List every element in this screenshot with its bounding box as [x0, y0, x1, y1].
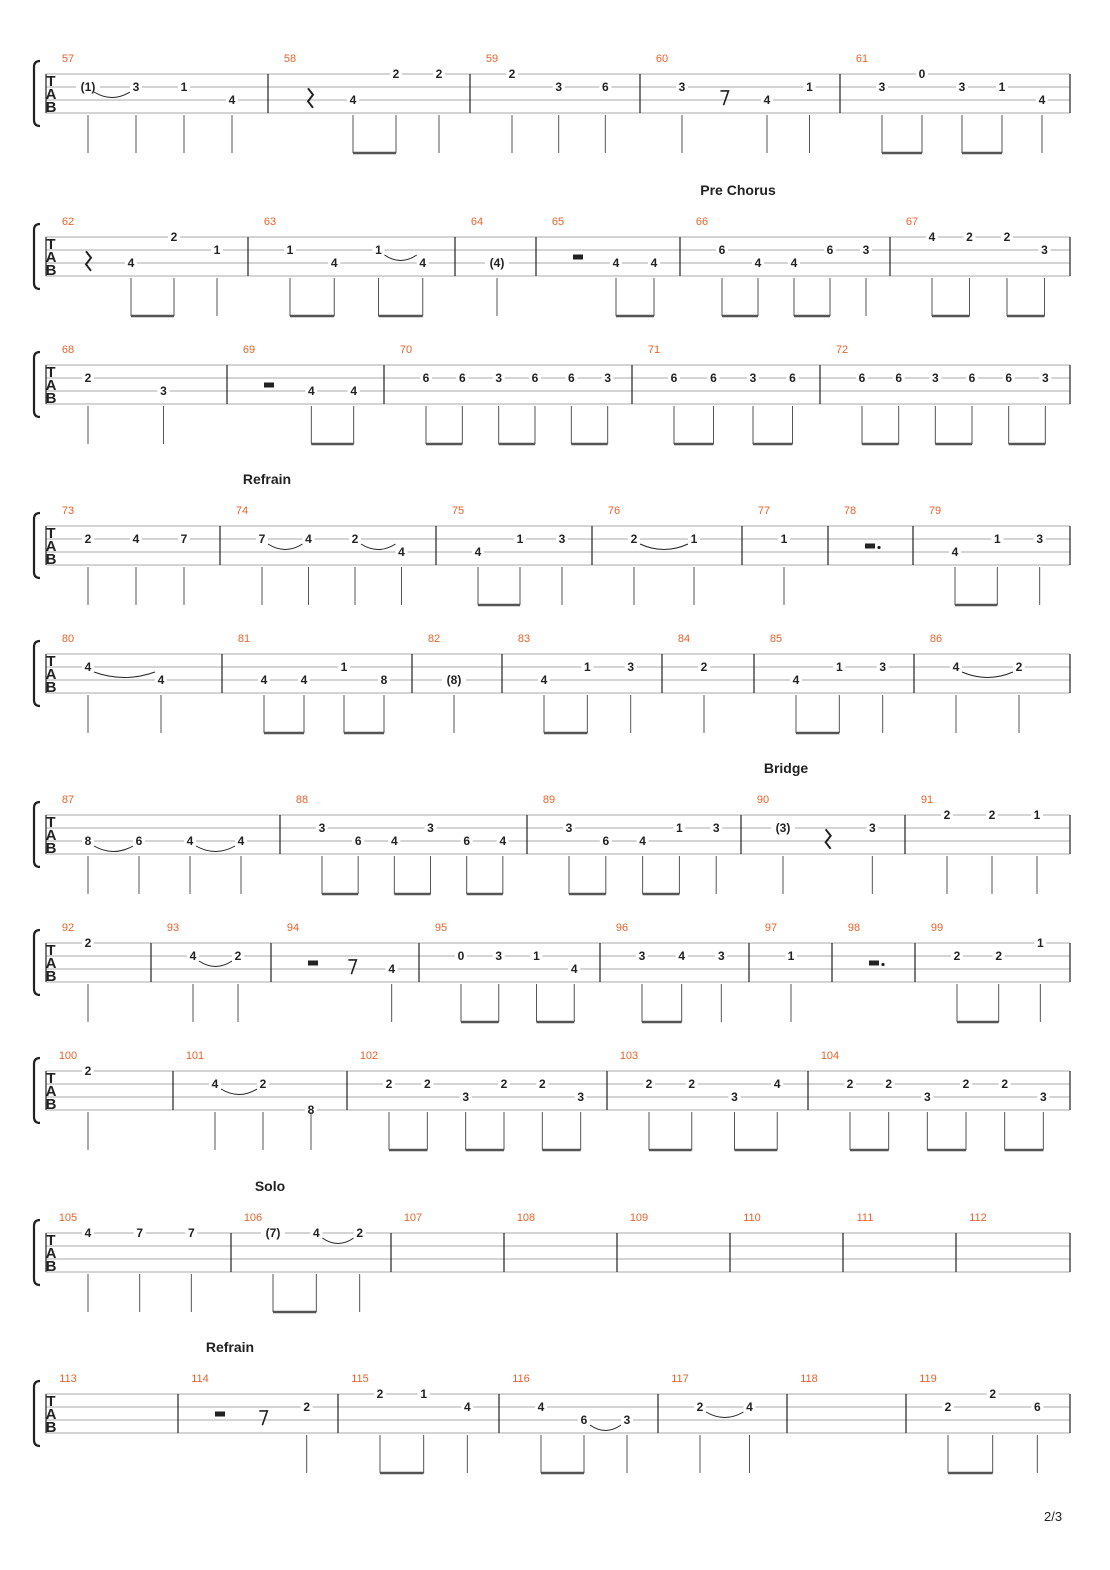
rest-eighth [259, 1411, 267, 1425]
measure-number: 91 [920, 794, 934, 806]
fret-number: 2 [630, 532, 638, 546]
fret-number: 3 [878, 80, 886, 94]
fret-number: 6 [1005, 371, 1013, 385]
fret-number: 2 [688, 1077, 696, 1091]
fret-number: 4 [228, 93, 236, 107]
fret-number: 2 [234, 949, 242, 963]
fret-number: 6 [463, 834, 471, 848]
measure-number: 96 [615, 922, 629, 934]
fret-number: 1 [180, 80, 188, 94]
fret-number: 3 [1039, 1090, 1047, 1104]
fret-number: 7 [258, 532, 266, 546]
measure-number: 92 [61, 922, 75, 934]
fret-number: 6 [458, 371, 466, 385]
fret-number: 1 [516, 532, 524, 546]
tie-arc [962, 672, 1013, 678]
measure-number: 84 [677, 633, 691, 645]
measure-number: 83 [517, 633, 531, 645]
fret-number: 2 [423, 1077, 431, 1091]
tab-clef-letter: T [46, 653, 56, 670]
measure-number: 76 [607, 505, 621, 517]
fret-number: 4 [312, 1226, 320, 1240]
measure-number: 66 [695, 216, 709, 228]
fret-number: 3 [923, 1090, 931, 1104]
fret-number: 2 [508, 67, 516, 81]
fret-number: 4 [754, 256, 762, 270]
tie-arc [590, 1425, 621, 1431]
fret-number: 3 [132, 80, 140, 94]
fret-number: (3) [775, 821, 791, 835]
measure-number: 97 [764, 922, 778, 934]
tab-clef-letter: A [45, 86, 57, 103]
measure-number: 106 [243, 1212, 263, 1224]
fret-number: 4 [790, 256, 798, 270]
measure-number: 78 [843, 505, 857, 517]
fret-number: 1 [806, 80, 813, 94]
fret-number: 4 [132, 532, 140, 546]
system-bracket [34, 1058, 40, 1123]
fret-number: 2 [385, 1077, 393, 1091]
fret-number: 3 [717, 949, 725, 963]
system-bracket [34, 930, 40, 995]
tie-arc [199, 961, 232, 967]
fret-number: 6 [135, 834, 143, 848]
measure-number: 68 [61, 344, 75, 356]
fret-number: 1 [340, 660, 348, 674]
fret-number: 2 [84, 1064, 92, 1078]
fret-number: 4 [1038, 93, 1046, 107]
fret-number: 1 [420, 1387, 428, 1401]
measure-number: 99 [930, 922, 944, 934]
fret-number: 3 [627, 660, 635, 674]
fret-number: 3 [958, 80, 966, 94]
measure-number: 81 [237, 633, 251, 645]
fret-number: 4 [952, 660, 960, 674]
measure-number: 90 [756, 794, 770, 806]
fret-number: 0 [918, 67, 926, 81]
tab-clef-letter: A [45, 955, 57, 972]
rest-half [865, 544, 875, 549]
fret-number: 4 [540, 673, 548, 687]
rest-dot [877, 546, 880, 549]
measure-number: 107 [403, 1212, 423, 1224]
fret-number: 1 [993, 532, 1001, 546]
tab-clef-letter: A [45, 538, 57, 555]
measure-number: 95 [434, 922, 448, 934]
rest-quarter [308, 88, 313, 108]
fret-number: 6 [602, 834, 610, 848]
rest-quarter [86, 251, 91, 270]
fret-number: 2 [962, 1077, 970, 1091]
fret-number: 4 [84, 1226, 92, 1240]
system-bracket [34, 1220, 40, 1285]
fret-number: 2 [1015, 660, 1023, 674]
measure-number: 75 [451, 505, 465, 517]
fret-number: 2 [885, 1077, 893, 1091]
tab-clef-letter: A [45, 249, 57, 266]
measure-number: 117 [671, 1373, 689, 1385]
fret-number: 4 [474, 545, 482, 559]
measure-number: 100 [58, 1050, 78, 1062]
tab-clef-letter: T [46, 364, 56, 381]
rest-eighth [348, 960, 356, 974]
tie-arc [640, 544, 688, 550]
fret-number: (7) [265, 1226, 281, 1240]
section-label: Refrain [205, 1339, 255, 1355]
tab-clef-letter: T [46, 814, 56, 831]
tab-clef-letter: B [45, 1419, 57, 1436]
section-label: Solo [254, 1178, 286, 1194]
tab-clef-letter: T [46, 1393, 56, 1410]
fret-number: 2 [988, 808, 996, 822]
fret-number: 2 [259, 1077, 267, 1091]
measure-number: 114 [191, 1373, 209, 1385]
measure-number: 108 [516, 1212, 536, 1224]
tab-clef-letter: B [45, 1258, 57, 1275]
fret-number: 3 [565, 821, 573, 835]
rest-half [264, 383, 274, 388]
tab-clef-letter: B [45, 551, 57, 568]
fret-number: 4 [928, 230, 936, 244]
measure-number: 69 [242, 344, 256, 356]
measure-number: 88 [295, 794, 309, 806]
measure-number: 64 [470, 216, 484, 228]
fret-number: 2 [645, 1077, 653, 1091]
measure-number: 113 [59, 1373, 77, 1385]
tab-clef-letter: T [46, 1070, 56, 1087]
tie-arc [268, 544, 303, 550]
fret-number: 8 [84, 834, 92, 848]
tab-clef-letter: T [46, 942, 56, 959]
fret-number: 6 [968, 371, 976, 385]
measure-number: 101 [185, 1050, 205, 1062]
tab-clef-letter: B [45, 262, 57, 279]
rest-half [573, 255, 583, 260]
fret-number: 2 [995, 949, 1003, 963]
fret-number: 2 [303, 1400, 311, 1414]
measure-number: 74 [235, 505, 249, 517]
measure-number: 73 [61, 505, 75, 517]
tab-clef-letter: T [46, 73, 56, 90]
measure-number: 102 [359, 1050, 379, 1062]
fret-number: 4 [678, 949, 686, 963]
measure-number: 87 [61, 794, 75, 806]
fret-number: 7 [187, 1226, 195, 1240]
fret-number: 4 [237, 834, 245, 848]
fret-number: 1 [998, 80, 1006, 94]
fret-number: (8) [446, 673, 462, 687]
measure-number: 98 [847, 922, 861, 934]
fret-number: 4 [211, 1077, 219, 1091]
fret-number: 6 [567, 371, 575, 385]
tab-clef-letter: B [45, 1096, 57, 1113]
fret-number: 2 [944, 1400, 952, 1414]
measure-number: 77 [757, 505, 771, 517]
fret-number: 1 [533, 949, 540, 963]
system-bracket [34, 61, 40, 126]
fret-number: 2 [356, 1226, 364, 1240]
tab-clef-letter: A [45, 1083, 57, 1100]
system-bracket [34, 802, 40, 867]
measure-number: 65 [551, 216, 565, 228]
fret-number: 6 [422, 371, 430, 385]
section-label: Bridge [763, 760, 809, 776]
fret-number: 2 [84, 936, 92, 950]
fret-number: 2 [351, 532, 359, 546]
fret-number: 2 [500, 1077, 508, 1091]
fret-number: 3 [623, 1413, 631, 1427]
section-label: Refrain [242, 471, 292, 487]
fret-number: 4 [463, 1400, 471, 1414]
tab-clef-letter: A [45, 827, 57, 844]
measure-number: 70 [399, 344, 413, 356]
fret-number: 6 [895, 371, 903, 385]
fret-number: 3 [555, 80, 563, 94]
tie-arc [94, 672, 155, 678]
tie-arc [94, 846, 133, 852]
fret-number: 6 [858, 371, 866, 385]
tab-clef-letter: A [45, 1245, 57, 1262]
measure-number: 105 [58, 1212, 78, 1224]
fret-number: 4 [186, 834, 194, 848]
fret-number: 6 [670, 371, 678, 385]
fret-number: 4 [330, 256, 338, 270]
system-bracket [34, 1381, 40, 1446]
fret-number: 1 [375, 243, 382, 257]
system-bracket [34, 352, 40, 417]
fret-number: 3 [1041, 243, 1048, 257]
measure-number: 119 [919, 1373, 937, 1385]
fret-number: 3 [931, 371, 939, 385]
rest-half [215, 1412, 225, 1417]
fret-number: 2 [989, 1387, 997, 1401]
measure-number: 57 [61, 53, 75, 65]
tie-arc [706, 1412, 744, 1418]
measure-number: 103 [619, 1050, 639, 1062]
fret-number: (1) [80, 80, 96, 94]
fret-number: 2 [846, 1077, 854, 1091]
fret-number: 6 [354, 834, 362, 848]
tab-clef-letter: B [45, 968, 57, 985]
fret-number: 4 [260, 673, 268, 687]
fret-number: 4 [746, 1400, 753, 1414]
fret-number: 3 [427, 821, 434, 835]
fret-number: 6 [789, 371, 796, 385]
fret-number: 2 [696, 1400, 704, 1414]
measure-number: 59 [485, 53, 499, 65]
fret-number: 4 [388, 962, 396, 976]
fret-number: 8 [307, 1103, 315, 1117]
fret-number: 2 [953, 949, 961, 963]
fret-number: 4 [612, 256, 620, 270]
fret-number: 8 [380, 673, 388, 687]
fret-number: 3 [604, 371, 612, 385]
tab-clef-letter: T [46, 236, 56, 253]
measure-number: 115 [351, 1373, 369, 1385]
fret-number: 2 [943, 808, 951, 822]
page-number: 2/3 [1044, 1509, 1063, 1524]
fret-number: 4 [639, 834, 646, 848]
fret-number: 4 [390, 834, 398, 848]
fret-number: 3 [862, 243, 870, 257]
fret-number: 1 [676, 821, 683, 835]
fret-number: 3 [1036, 532, 1044, 546]
fret-number: 1 [835, 660, 843, 674]
fret-number: 4 [773, 1077, 781, 1091]
tab-clef-letter: B [45, 679, 57, 696]
fret-number: 2 [392, 67, 400, 81]
measure-number: 62 [61, 216, 75, 228]
fret-number: 3 [678, 80, 686, 94]
fret-number: 4 [300, 673, 308, 687]
measure-number: 82 [427, 633, 441, 645]
measure-number: 86 [929, 633, 943, 645]
measure-number: 110 [743, 1212, 761, 1224]
system-bracket [34, 224, 40, 289]
measure-number: 67 [905, 216, 919, 228]
fret-number: 4 [570, 962, 578, 976]
fret-number: 4 [84, 660, 92, 674]
fret-number: 4 [307, 384, 315, 398]
fret-number: 4 [650, 256, 658, 270]
fret-number: 3 [495, 949, 503, 963]
fret-number: 7 [180, 532, 188, 546]
measure-number: 72 [835, 344, 849, 356]
fret-number: 4 [499, 834, 507, 848]
measure-number: 93 [166, 922, 180, 934]
fret-number: 1 [787, 949, 795, 963]
fret-number: 3 [318, 821, 326, 835]
system-bracket [34, 641, 40, 706]
fret-number: 3 [879, 660, 887, 674]
tab-clef-letter: A [45, 377, 57, 394]
fret-number: 2 [376, 1387, 384, 1401]
tab-clef-letter: B [45, 99, 57, 116]
measure-number: 116 [512, 1373, 530, 1385]
fret-number: 6 [718, 243, 726, 257]
fret-number: 4 [189, 949, 197, 963]
fret-number: 3 [577, 1090, 585, 1104]
measure-number: 112 [969, 1212, 987, 1224]
fret-number: 3 [1041, 371, 1049, 385]
fret-number: 3 [558, 532, 566, 546]
tab-clef-letter: T [46, 1232, 56, 1249]
fret-number: 3 [749, 371, 757, 385]
fret-number: 6 [710, 371, 717, 385]
fret-number: 6 [601, 80, 609, 94]
fret-number: 4 [349, 93, 357, 107]
measure-number: 80 [61, 633, 75, 645]
tie-arc [221, 1089, 257, 1095]
fret-number: 4 [419, 256, 427, 270]
measure-number: 109 [629, 1212, 649, 1224]
fret-number: 2 [966, 230, 973, 244]
fret-number: 6 [531, 371, 539, 385]
fret-number: 6 [826, 243, 834, 257]
fret-number: 2 [1001, 1077, 1009, 1091]
fret-number: 2 [84, 532, 92, 546]
tie-arc [196, 846, 235, 852]
fret-number: 7 [136, 1226, 144, 1240]
measure-number: 111 [856, 1212, 874, 1224]
measure-number: 79 [928, 505, 942, 517]
measure-number: 71 [647, 344, 661, 356]
fret-number: 1 [286, 243, 294, 257]
fret-number: 4 [398, 545, 405, 559]
fret-number: 6 [1033, 1400, 1041, 1414]
fret-number: 4 [350, 384, 358, 398]
fret-number: 1 [213, 243, 221, 257]
measure-number: 58 [283, 53, 297, 65]
fret-number: (4) [489, 256, 505, 270]
measure-number: 61 [855, 53, 869, 65]
fret-number: 4 [127, 256, 135, 270]
fret-number: 4 [537, 1400, 545, 1414]
fret-number: 2 [1003, 230, 1011, 244]
fret-number: 3 [462, 1090, 470, 1104]
measure-number: 104 [820, 1050, 840, 1062]
tie-arc [385, 255, 417, 261]
tab-clef-letter: B [45, 390, 57, 407]
measure-number: 118 [800, 1373, 818, 1385]
measure-number: 60 [655, 53, 669, 65]
fret-number: 4 [305, 532, 312, 546]
rest-eighth [721, 91, 729, 105]
fret-number: 2 [170, 230, 178, 244]
rest-half [869, 961, 879, 966]
fret-number: 3 [495, 371, 503, 385]
fret-number: 2 [84, 371, 92, 385]
rest-quarter [826, 829, 831, 849]
fret-number: 1 [1036, 936, 1044, 950]
fret-number: 3 [731, 1090, 738, 1104]
rest-dot [881, 963, 884, 966]
fret-number: 2 [538, 1077, 546, 1091]
fret-number: 4 [951, 545, 959, 559]
fret-number: 4 [763, 93, 771, 107]
tab-clef-letter: T [46, 525, 56, 542]
tie-arc [361, 544, 396, 550]
fret-number: 1 [780, 532, 788, 546]
fret-number: 2 [435, 67, 443, 81]
fret-number: 3 [160, 384, 167, 398]
system-bracket [34, 513, 40, 578]
fret-number: 3 [712, 821, 720, 835]
fret-number: 1 [583, 660, 591, 674]
tab-clef-letter: B [45, 840, 57, 857]
fret-number: 4 [157, 673, 165, 687]
measure-number: 89 [542, 794, 556, 806]
section-label: Pre Chorus [700, 182, 776, 198]
fret-number: 2 [700, 660, 708, 674]
fret-number: 4 [792, 673, 800, 687]
rest-half [308, 961, 318, 966]
fret-number: 6 [580, 1413, 588, 1427]
tie-arc [322, 1238, 353, 1244]
measure-number: 63 [263, 216, 277, 228]
measure-number: 94 [286, 922, 300, 934]
measure-number: 85 [769, 633, 783, 645]
fret-number: 3 [868, 821, 876, 835]
tab-clef-letter: A [45, 666, 57, 683]
fret-number: 3 [638, 949, 646, 963]
tab-clef-letter: A [45, 1406, 57, 1423]
fret-number: 0 [457, 949, 465, 963]
fret-number: 1 [1033, 808, 1041, 822]
fret-number: 1 [690, 532, 698, 546]
